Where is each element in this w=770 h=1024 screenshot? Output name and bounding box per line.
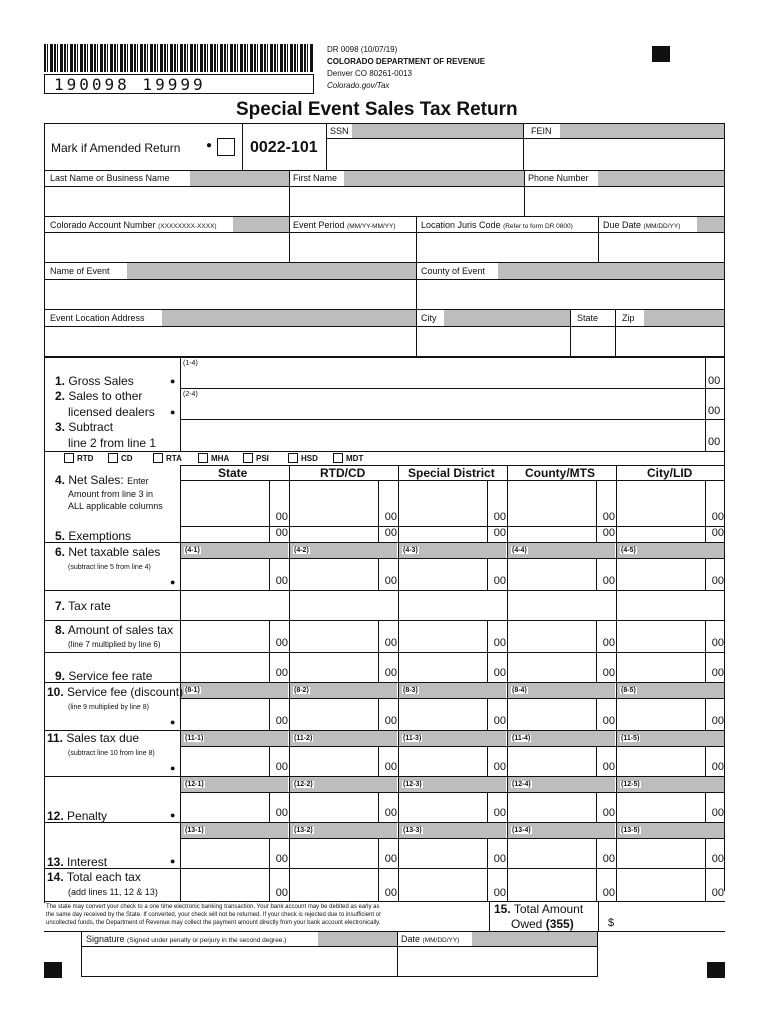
cents-label: 00	[493, 637, 506, 649]
cents-label: 00	[384, 575, 397, 587]
field-code: (11-1)	[185, 735, 204, 742]
field-code: (4-1)	[185, 547, 200, 554]
line12-label: 12. Penalty	[47, 809, 108, 823]
field-code: (8-5)	[621, 687, 636, 694]
cents-label: 00	[602, 807, 615, 819]
corner-mark-bottom-right	[707, 962, 725, 978]
line9-county-mts-field[interactable]	[508, 653, 595, 681]
line6-special-district-field[interactable]	[399, 559, 486, 589]
hsd-checkbox[interactable]	[288, 453, 298, 463]
bullet: ●	[170, 763, 176, 773]
disclaimer-line-3: uncollected funds, the Department of Revenue may collect the payment amount directly from your bank account electronically.	[46, 920, 381, 926]
line7-state-field[interactable]	[181, 591, 268, 619]
field-code: (4-2)	[294, 547, 309, 554]
line14-special-district-field[interactable]	[399, 869, 486, 901]
line2-code: (2-4)	[183, 391, 198, 398]
line6-hint: (subtract line 5 from line 4)	[68, 564, 151, 571]
cents-label: 00	[493, 853, 506, 865]
field-code: (4-5)	[621, 547, 636, 554]
field-code: (13-1)	[185, 827, 204, 834]
cents-label: 00	[602, 715, 615, 727]
cents-label: 00	[384, 527, 397, 539]
line2-cents: 00	[708, 405, 721, 417]
line3-cents: 00	[708, 436, 721, 448]
line10-county-mts-field[interactable]	[508, 699, 595, 729]
line9-city-lid-field[interactable]	[617, 653, 704, 681]
cents-label: 00	[602, 667, 615, 679]
line4-city-lid-field[interactable]	[617, 481, 704, 525]
line9-rtd-cd-field[interactable]	[290, 653, 377, 681]
event-period-field[interactable]	[290, 233, 416, 262]
cents-label: 00	[384, 637, 397, 649]
field-code: (8-1)	[185, 687, 200, 694]
field-code: (8-3)	[403, 687, 418, 694]
date-label: Date (MM/DD/YY)	[401, 934, 460, 944]
total-amount-owed-field[interactable]	[620, 902, 724, 930]
line6-city-lid-field[interactable]	[617, 559, 704, 589]
cents-label: 00	[493, 511, 506, 523]
bullet: ●	[206, 140, 213, 151]
line6-rtd-cd-field[interactable]	[290, 559, 377, 589]
first-name-label: First Name	[293, 173, 338, 183]
cents-label: 00	[493, 807, 506, 819]
cents-label: 00	[275, 853, 288, 865]
line12-city-lid-field[interactable]	[617, 793, 704, 821]
line10-special-district-field[interactable]	[399, 699, 486, 729]
line6-state-field[interactable]	[181, 559, 268, 589]
due-date-label: Due Date (MM/DD/YY)	[603, 220, 681, 230]
field-code: (13-4)	[512, 827, 531, 834]
line11-special-district-field[interactable]	[399, 747, 486, 775]
cents-label: 00	[711, 715, 724, 727]
event-period-label: Event Period (MM/YY-MM/YY)	[293, 220, 396, 230]
line9-state-field[interactable]	[181, 653, 268, 681]
line10-rtd-cd-field[interactable]	[290, 699, 377, 729]
department-address: Denver CO 80261-0013	[327, 69, 412, 78]
line8-county-mts-field[interactable]	[508, 621, 595, 651]
mdt-label: MDT	[346, 454, 364, 463]
rta-checkbox[interactable]	[153, 453, 163, 463]
page-title: Special Event Sales Tax Return	[236, 99, 518, 120]
field-code: (11-5)	[621, 735, 640, 742]
hsd-label: HSD	[301, 454, 318, 463]
line3-field[interactable]	[181, 420, 705, 450]
bullet: ●	[170, 856, 176, 866]
cents-label: 00	[602, 761, 615, 773]
first-name-field[interactable]	[290, 187, 524, 216]
cents-label: 00	[602, 511, 615, 523]
phone-field[interactable]	[525, 187, 724, 216]
line11-rtd-cd-field[interactable]	[290, 747, 377, 775]
field-code: (11-3)	[403, 735, 422, 742]
account-label: Colorado Account Number (XXXXXXXX-XXXX)	[50, 220, 217, 230]
line4-county-mts-field[interactable]	[508, 481, 595, 525]
due-date-field[interactable]	[599, 233, 724, 262]
last-name-label: Last Name or Business Name	[50, 173, 170, 183]
state-label: State	[577, 313, 599, 323]
line10-state-field[interactable]	[181, 699, 268, 729]
cents-label: 00	[711, 761, 724, 773]
field-code: (8-2)	[294, 687, 309, 694]
line4-label: 4. Net Sales: Enter	[55, 473, 149, 487]
cents-label: 00	[711, 887, 724, 899]
cents-label: 00	[711, 527, 724, 539]
column-header-city-lid: City/LID	[647, 466, 693, 480]
bullet: ●	[170, 717, 176, 727]
line14-rtd-cd-field[interactable]	[290, 869, 377, 901]
line8-special-district-field[interactable]	[399, 621, 486, 651]
signature-field[interactable]	[82, 947, 397, 976]
amended-label: Mark if Amended Return	[51, 141, 181, 155]
bullet: ●	[170, 810, 176, 820]
cents-label: 00	[275, 761, 288, 773]
psi-checkbox[interactable]	[243, 453, 253, 463]
bullet: ●	[170, 577, 176, 587]
column-header-state: State	[218, 466, 248, 480]
field-code: (12-1)	[185, 781, 204, 788]
bullet: ●	[170, 407, 176, 417]
fein-label: FEIN	[531, 126, 552, 136]
juris-code-field[interactable]	[417, 233, 598, 262]
cents-label: 00	[602, 887, 615, 899]
line14-label: 14. Total each tax	[47, 870, 141, 884]
line2-label: 2. Sales to other	[55, 389, 143, 403]
cents-label: 00	[602, 527, 615, 539]
zip-label: Zip	[622, 313, 635, 323]
cents-label: 00	[275, 715, 288, 727]
line4-hint-1: Amount from line 3 in	[68, 489, 154, 499]
form-code: 0022-101	[250, 139, 318, 156]
line8-state-field[interactable]	[181, 621, 268, 651]
cents-label: 00	[384, 853, 397, 865]
department-name: COLORADO DEPARTMENT OF REVENUE	[327, 57, 486, 66]
department-website: Colorado.gov/Tax	[327, 81, 390, 90]
city-field[interactable]	[417, 327, 570, 356]
line14-city-lid-field[interactable]	[617, 869, 704, 901]
line5-special-district-field[interactable]	[399, 527, 486, 541]
line7-city-lid-field[interactable]	[617, 591, 704, 619]
cents-label: 00	[711, 575, 724, 587]
line13-rtd-cd-field[interactable]	[290, 839, 377, 867]
county-label: County of Event	[421, 266, 486, 276]
cents-label: 00	[493, 527, 506, 539]
cents-label: 00	[275, 527, 288, 539]
cents-label: 00	[711, 511, 724, 523]
cents-label: 00	[493, 761, 506, 773]
barcode-number: 190098 19999	[54, 75, 206, 94]
address-field[interactable]	[45, 327, 416, 356]
line13-county-mts-field[interactable]	[508, 839, 595, 867]
line12-county-mts-field[interactable]	[508, 793, 595, 821]
line7-label: 7. Tax rate	[55, 599, 111, 613]
mdt-checkbox[interactable]	[333, 453, 343, 463]
line8-city-lid-field[interactable]	[617, 621, 704, 651]
field-code: (4-3)	[403, 547, 418, 554]
field-code: (13-5)	[621, 827, 640, 834]
dollar-sign: $	[608, 917, 615, 929]
fein-field[interactable]	[524, 139, 724, 170]
event-name-label: Name of Event	[50, 266, 110, 276]
line1-code: (1-4)	[183, 360, 198, 367]
line7-rtd-cd-field[interactable]	[290, 591, 377, 619]
line3-label-2: line 2 from line 1	[68, 436, 157, 450]
line14-state-field[interactable]	[181, 869, 268, 901]
cents-label: 00	[275, 575, 288, 587]
cents-label: 00	[275, 511, 288, 523]
cents-label: 00	[275, 637, 288, 649]
cents-label: 00	[711, 667, 724, 679]
cd-label: CD	[121, 454, 133, 463]
line5-label: 5. Exemptions	[55, 529, 132, 543]
mha-checkbox[interactable]	[198, 453, 208, 463]
line4-state-field[interactable]	[181, 481, 268, 525]
line2-licensed-dealers-field[interactable]	[181, 401, 705, 419]
line1-cents: 00	[708, 375, 721, 387]
county-field[interactable]	[417, 280, 724, 309]
line6-county-mts-field[interactable]	[508, 559, 595, 589]
ssn-field[interactable]	[327, 139, 523, 170]
cents-label: 00	[275, 807, 288, 819]
line10-city-lid-field[interactable]	[617, 699, 704, 729]
corner-mark-top-right	[652, 46, 670, 62]
mha-label: MHA	[211, 454, 230, 463]
line1-label: 1. Gross Sales	[55, 374, 134, 388]
cents-label: 00	[602, 637, 615, 649]
line8-rtd-cd-field[interactable]	[290, 621, 377, 651]
cents-label: 00	[493, 715, 506, 727]
rtd-label: RTD	[77, 454, 94, 463]
line11-city-lid-field[interactable]	[617, 747, 704, 775]
city-label: City	[421, 313, 437, 323]
line15-label: 15. Total Amount	[494, 902, 584, 916]
signature-label: Signature (Signed under penalty or perjury in the second degree.)	[86, 934, 287, 944]
field-code: (11-2)	[294, 735, 313, 742]
cents-label: 00	[493, 887, 506, 899]
cd-checkbox[interactable]	[108, 453, 118, 463]
line8-hint: (line 7 multiplied by line 6)	[68, 640, 161, 649]
line14-county-mts-field[interactable]	[508, 869, 595, 901]
cents-label: 00	[384, 715, 397, 727]
cents-label: 00	[493, 667, 506, 679]
field-code: (12-2)	[294, 781, 313, 788]
cents-label: 00	[384, 667, 397, 679]
line2-label-2: licensed dealers	[68, 405, 155, 419]
rta-label: RTA	[166, 454, 182, 463]
cents-label: 00	[711, 853, 724, 865]
last-name-field[interactable]	[45, 187, 289, 216]
field-code: (13-2)	[294, 827, 313, 834]
line5-city-lid-field[interactable]	[617, 527, 704, 541]
bullet: ●	[170, 376, 176, 386]
line9-special-district-field[interactable]	[399, 653, 486, 681]
line5-county-mts-field[interactable]	[508, 527, 595, 541]
line12-state-field[interactable]	[181, 793, 268, 821]
line13-state-field[interactable]	[181, 839, 268, 867]
line11-label: 11. Sales tax due	[47, 731, 140, 745]
column-header-county-mts: County/MTS	[525, 466, 595, 480]
line4-special-district-field[interactable]	[399, 481, 486, 525]
cents-label: 00	[384, 807, 397, 819]
line13-special-district-field[interactable]	[399, 839, 486, 867]
line11-hint: (subtract line 10 from line 8)	[68, 750, 155, 757]
disclaimer-line-1: The state may convert your check to a one time electronic banking transaction. Your bank account may be debited as early as	[46, 904, 380, 910]
column-header-special-district: Special District	[408, 466, 495, 480]
juris-code-label: Location Juris Code (Refer to form DR 0800)	[421, 220, 573, 230]
line6-label: 6. Net taxable sales	[55, 545, 161, 559]
line9-label: 9. Service fee rate	[55, 669, 153, 683]
cents-label: 00	[711, 807, 724, 819]
cents-label: 00	[384, 511, 397, 523]
line13-label: 13. Interest	[47, 855, 108, 869]
field-code: (12-5)	[621, 781, 640, 788]
zip-field[interactable]	[616, 327, 724, 356]
cents-label: 00	[275, 887, 288, 899]
line13-city-lid-field[interactable]	[617, 839, 704, 867]
psi-label: PSI	[256, 454, 269, 463]
line1-gross-sales-field[interactable]	[181, 370, 705, 388]
field-code: (4-4)	[512, 547, 527, 554]
account-number-field[interactable]	[45, 233, 289, 262]
disclaimer-line-2: the same day received by the State. If converted, your check will not be returned. If your check is rejected due to insufficient or	[46, 912, 382, 918]
line11-state-field[interactable]	[181, 747, 268, 775]
line5-rtd-cd-field[interactable]	[290, 527, 377, 541]
cents-label: 00	[602, 853, 615, 865]
corner-mark-bottom-left	[44, 962, 62, 978]
line4-hint-2: ALL applicable columns	[68, 501, 163, 511]
address-label: Event Location Address	[50, 313, 145, 323]
cents-label: 00	[275, 667, 288, 679]
date-field[interactable]	[398, 947, 597, 976]
line12-special-district-field[interactable]	[399, 793, 486, 821]
line15-label-2: Owed (355)	[511, 917, 574, 931]
field-code: (13-3)	[403, 827, 422, 834]
field-code: (11-4)	[512, 735, 531, 742]
field-code: (12-4)	[512, 781, 531, 788]
event-name-field[interactable]	[45, 280, 416, 309]
barcode	[44, 44, 314, 94]
ssn-label: SSN	[330, 126, 349, 136]
line8-label: 8. Amount of sales tax	[55, 623, 174, 637]
column-header-rtd-cd: RTD/CD	[320, 466, 366, 480]
line3-label: 3. Subtract	[55, 420, 114, 434]
cents-label: 00	[493, 575, 506, 587]
form-number: DR 0098 (10/07/19)	[327, 45, 398, 54]
line11-county-mts-field[interactable]	[508, 747, 595, 775]
line4-rtd-cd-field[interactable]	[290, 481, 377, 525]
field-code: (8-4)	[512, 687, 527, 694]
line5-state-field[interactable]	[181, 527, 268, 541]
field-code: (12-3)	[403, 781, 422, 788]
line7-special-district-field[interactable]	[399, 591, 486, 619]
cents-label: 00	[384, 761, 397, 773]
phone-label: Phone Number	[528, 173, 589, 183]
cents-label: 00	[602, 575, 615, 587]
line10-hint: (line 9 multiplied by line 8)	[68, 704, 149, 711]
rtd-checkbox[interactable]	[64, 453, 74, 463]
cents-label: 00	[711, 637, 724, 649]
line7-county-mts-field[interactable]	[508, 591, 595, 619]
line10-label: 10. Service fee (discount)	[47, 685, 184, 699]
cents-label: 00	[384, 887, 397, 899]
amended-checkbox[interactable]	[217, 138, 235, 156]
state-field[interactable]	[571, 327, 615, 356]
line14-hint: (add lines 11, 12 & 13)	[68, 887, 158, 897]
line12-rtd-cd-field[interactable]	[290, 793, 377, 821]
